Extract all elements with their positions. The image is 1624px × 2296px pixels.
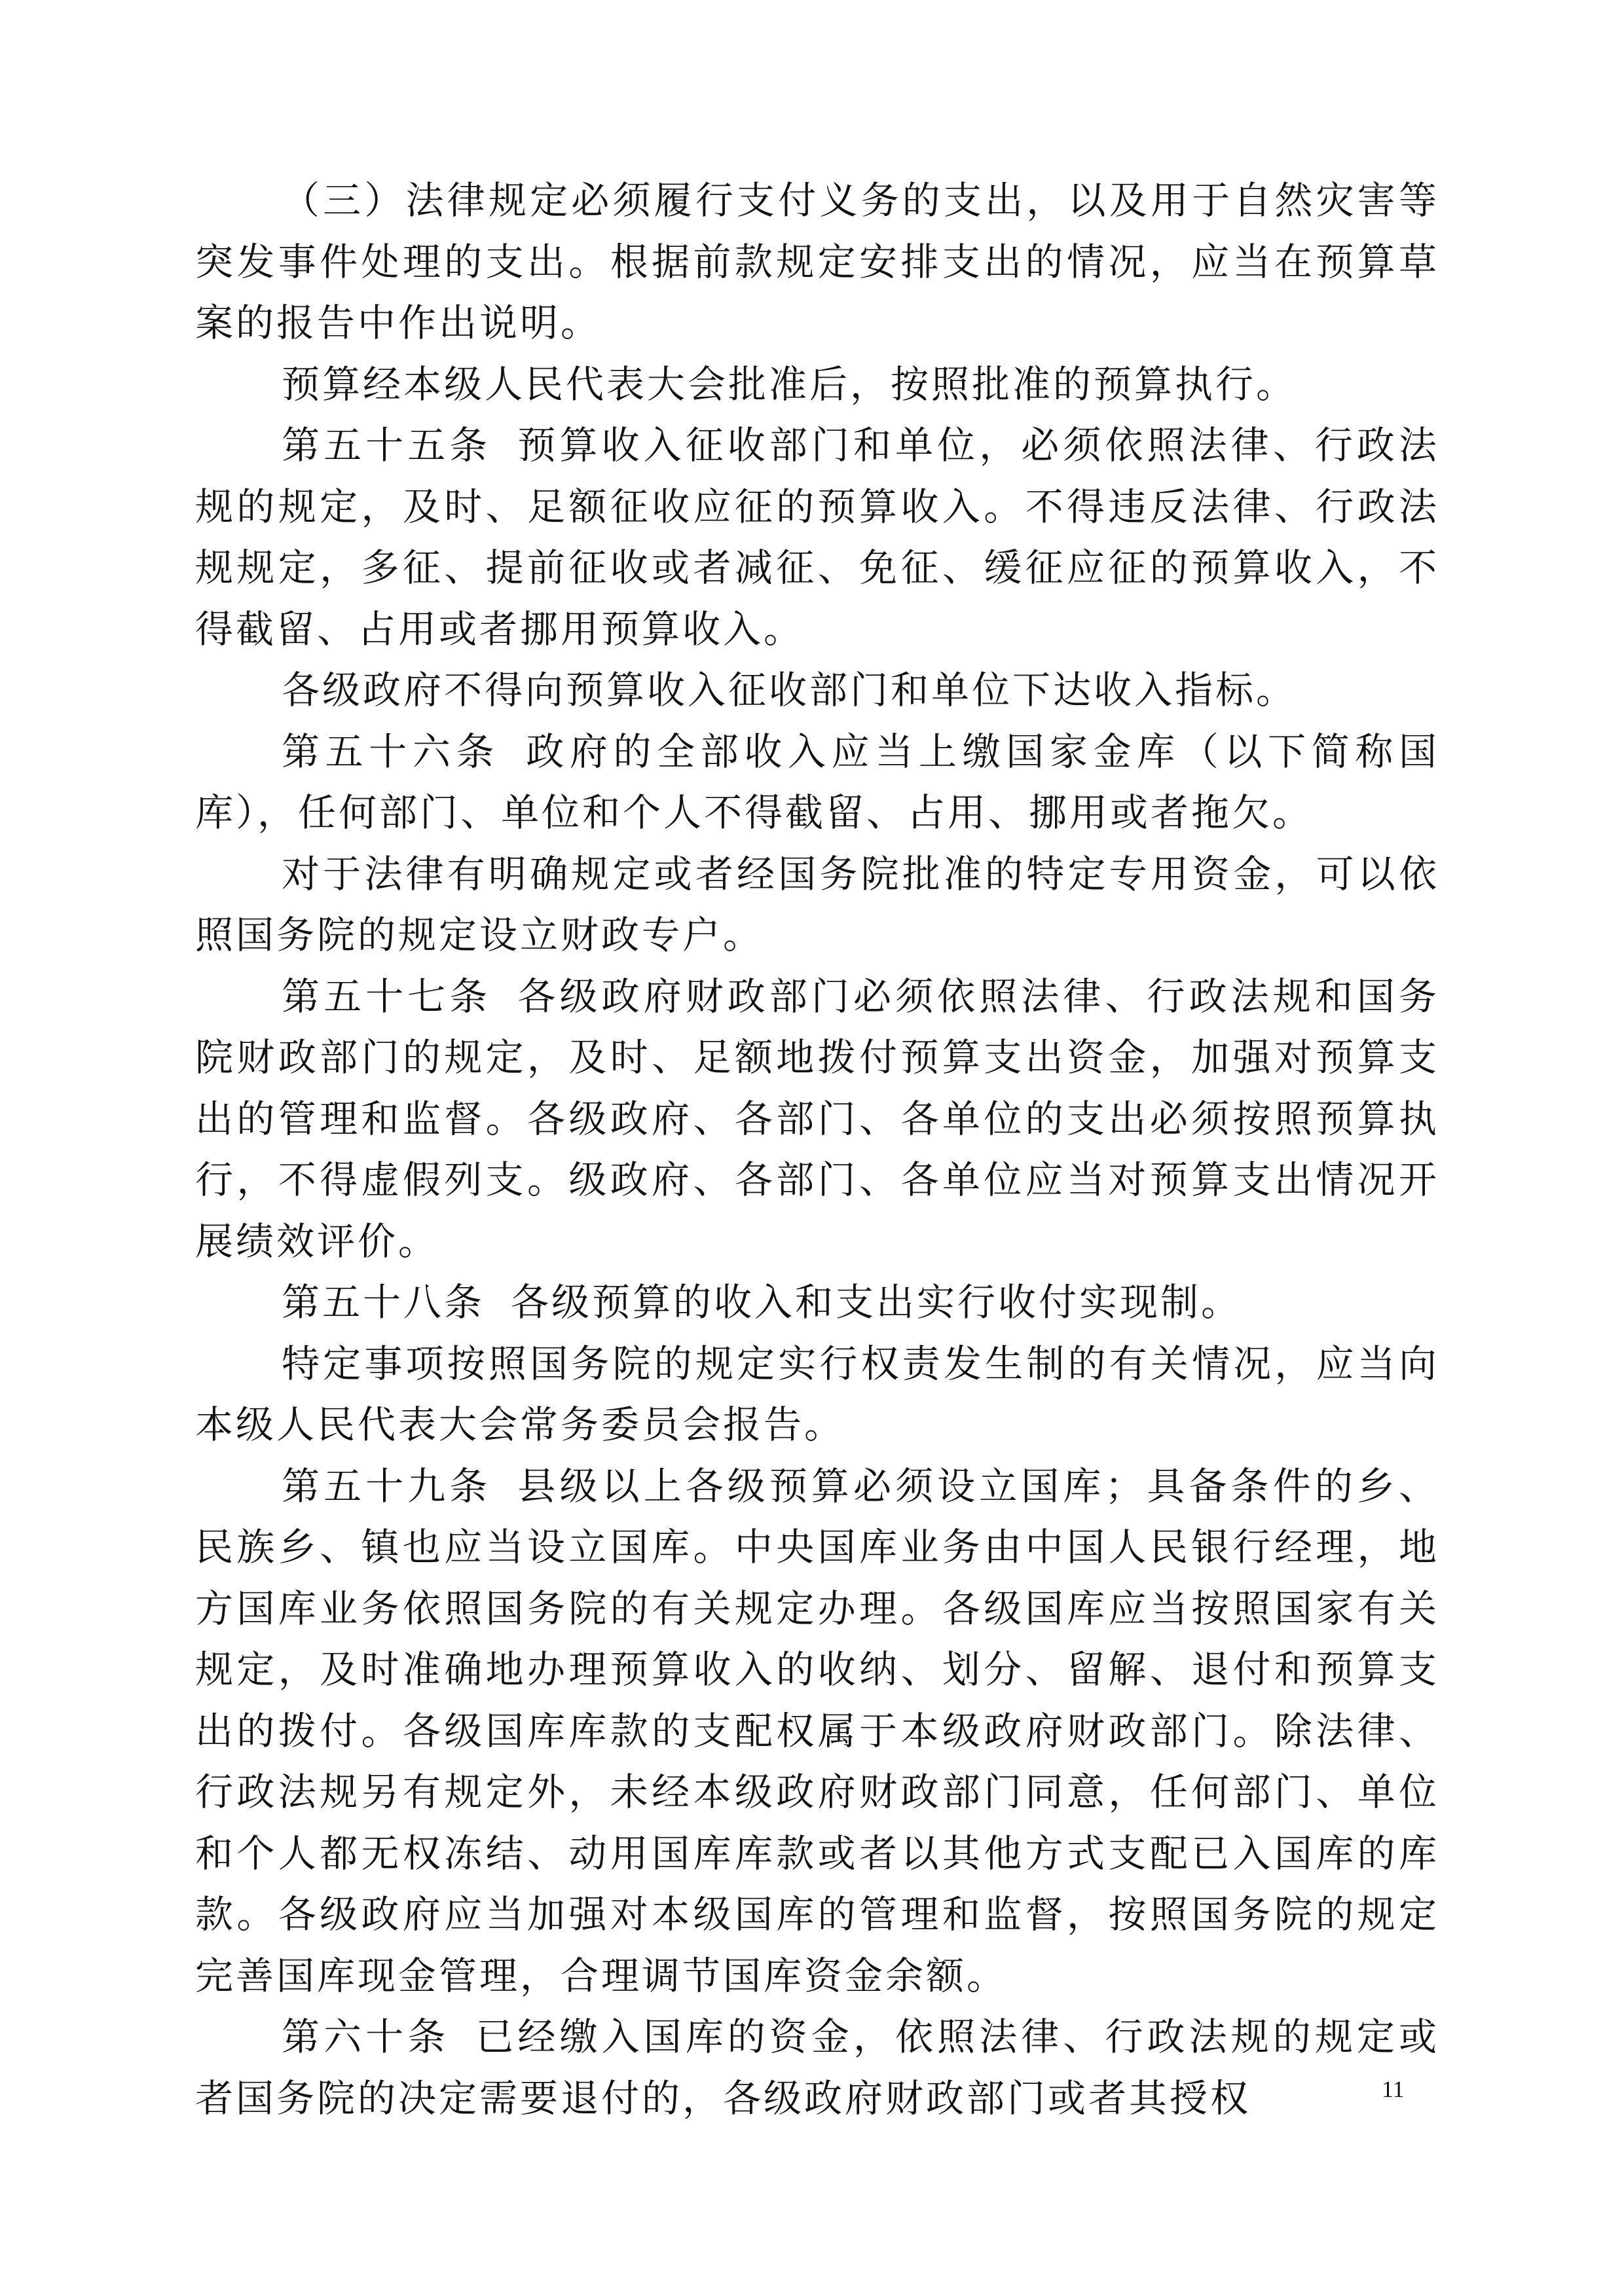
paragraph-text: 对于法律有明确规定或者经国务院批准的特定专用资金，可以依照国务院的规定设立财政专户。 (195, 851, 1439, 957)
paragraph-text: 各级政府财政部门必须依照法律、行政法规和国务院财政部门的规定，及时、足额地拨付预算支出资金，加强对预算支出的管理和监督。各级政府、各部门、各单位的支出必须按照预算执行，不得虚假列支。级政府、各部门、各单位应当对预算支出情况开展绩效评价。 (195, 974, 1439, 1264)
paragraph (195, 170, 1439, 354)
paragraph-text: 预算经本级人民代表大会批准后，按照批准的预算执行。 (282, 361, 1297, 407)
paragraph-text: （三）法律规定必须履行支付义务的支出，以及用于自然灾害等突发事件处理的支出。根据前款规定安排支出的情况，应当在预算草案的报告中作出说明。 (195, 178, 1439, 345)
article-paragraph (195, 1456, 1439, 2007)
paragraph (195, 660, 1439, 721)
article-number: 第五十七条 (282, 974, 492, 1019)
paragraph-text: 特定事项按照国务院的规定实行权责发生制的有关情况，应当向本级人民代表大会常务委员会报告。 (195, 1341, 1439, 1447)
article-number: 第五十六条 (282, 729, 500, 774)
paragraph (195, 1334, 1439, 1456)
paragraph-text: 各级政府不得向预算收入征收部门和单位下达收入指标。 (282, 668, 1297, 712)
article-paragraph (195, 2007, 1439, 2129)
body-text (195, 170, 1439, 2129)
paragraph-text: 各级预算的收入和支出实行收付实现制。 (511, 1280, 1242, 1324)
article-paragraph (195, 415, 1439, 660)
article-number: 第五十九条 (282, 1463, 492, 1508)
paragraph-text: 政府的全部收入应当上缴国家金库（以下简称国库），任何部门、单位和个人不得截留、占用、挪用或者拖欠。 (195, 729, 1439, 835)
article-paragraph (195, 721, 1439, 844)
article-paragraph (195, 966, 1439, 1273)
page-number: 11 (1382, 2076, 1405, 2102)
article-paragraph (195, 1272, 1439, 1334)
paragraph-text: 县级以上各级预算必须设立国库；具备条件的乡、民族乡、镇也应当设立国库。中央国库业务由中国人民银行经理，地方国库业务依照国务院的有关规定办理。各级国库应当按照国家有关规定，及时准确地办理预算收入的收纳、划分、留解、退付和预算支出的拨付。各级国库库款的支配权属于本级政府财政部门。除法律、行政法规另有规定外，未经本级政府财政部门同意，任何部门、单位和个人都无权冻结、动用国库库款或者以其他方式支配已入国库的库款。各级政府应当加强对本级国库的管理和监督，按照国务院的规定完善国库现金管理，合理调节国库资金余额。 (195, 1463, 1439, 1998)
article-number: 第六十条 (282, 2014, 450, 2059)
paragraph (195, 844, 1439, 966)
article-number: 第五十八条 (282, 1280, 485, 1324)
paragraph (195, 354, 1439, 416)
paragraph-text: 已经缴入国库的资金，依照法律、行政法规的规定或者国务院的决定需要退付的，各级政府财政部门或者其授权 (195, 2014, 1439, 2121)
paragraph-text: 预算收入征收部门和单位，必须依照法律、行政法规的规定，及时、足额征收应征的预算收入。不得违反法律、行政法规规定，多征、提前征收或者减征、免征、缓征应征的预算收入，不得截留、占用或者挪用预算收入。 (195, 423, 1439, 651)
article-number: 第五十五条 (282, 423, 492, 467)
